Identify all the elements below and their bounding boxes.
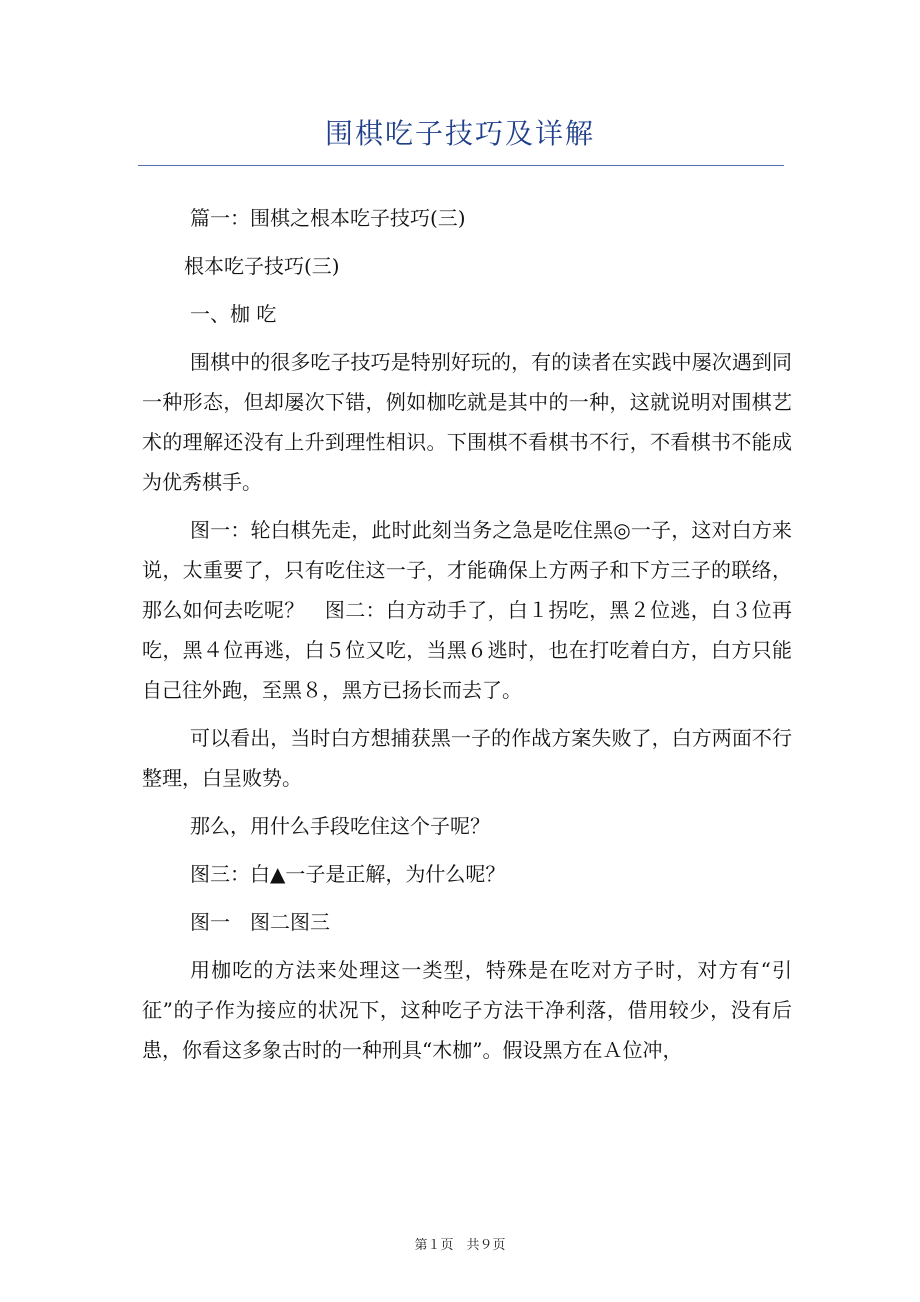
section-heading: 篇一：围棋之根本吃子技巧(三) bbox=[190, 206, 466, 230]
figure-captions: 图一 图二图三 bbox=[190, 910, 330, 934]
paragraph: 可以看出，当时白方想捕获黑一子的作战方案失败了，白方两面不行整理，白呈败势。 bbox=[142, 726, 792, 790]
document-body bbox=[142, 198, 792, 1070]
title-underline bbox=[138, 165, 784, 166]
paragraph: 用枷吃的方法来处理这一类型，特殊是在吃对方子时，对方有“引征”的子作为接应的状况下，这种吃子方法干净利落，借用较少，没有后患，你看这多象古时的一种刑具“木枷”。假设黑方在Ａ位冲， bbox=[142, 958, 792, 1062]
paragraph: 那么，用什么手段吃住这个子呢？ bbox=[190, 814, 490, 838]
paragraph: 图一：轮白棋先走，此时此刻当务之急是吃住黑◎一子，这对白方来说，太重要了，只有吃住这一子，才能确保上方两子和下方三子的联络，那么如何去吃呢？ 图二：白方动手了，白１拐吃，黑２位逃，白３位再吃，黑４位再逃，白５位又吃，当黑６逃时，也在打吃着白方，白方只能自己往外跑，至黑８，黑方已扬长而去了。 bbox=[142, 518, 792, 702]
paragraph: 图三：白▲一子是正解，为什么呢？ bbox=[190, 862, 506, 886]
paragraph: 围棋中的很多吃子技巧是特别好玩的，有的读者在实践中屡次遇到同一种形态，但却屡次下错，例如枷吃就是其中的一种，这就说明对围棋艺术的理解还没有上升到理性相识。下围棋不看棋书不行，不看棋书不能成为优秀棋手。 bbox=[142, 350, 792, 494]
item-heading: 一、枷 吃 bbox=[190, 302, 277, 326]
page-footer: 第１页 共９页 bbox=[414, 1238, 506, 1253]
subheading: 根本吃子技巧(三) bbox=[184, 254, 340, 278]
document-title: 围棋吃子技巧及详解 bbox=[324, 117, 595, 150]
